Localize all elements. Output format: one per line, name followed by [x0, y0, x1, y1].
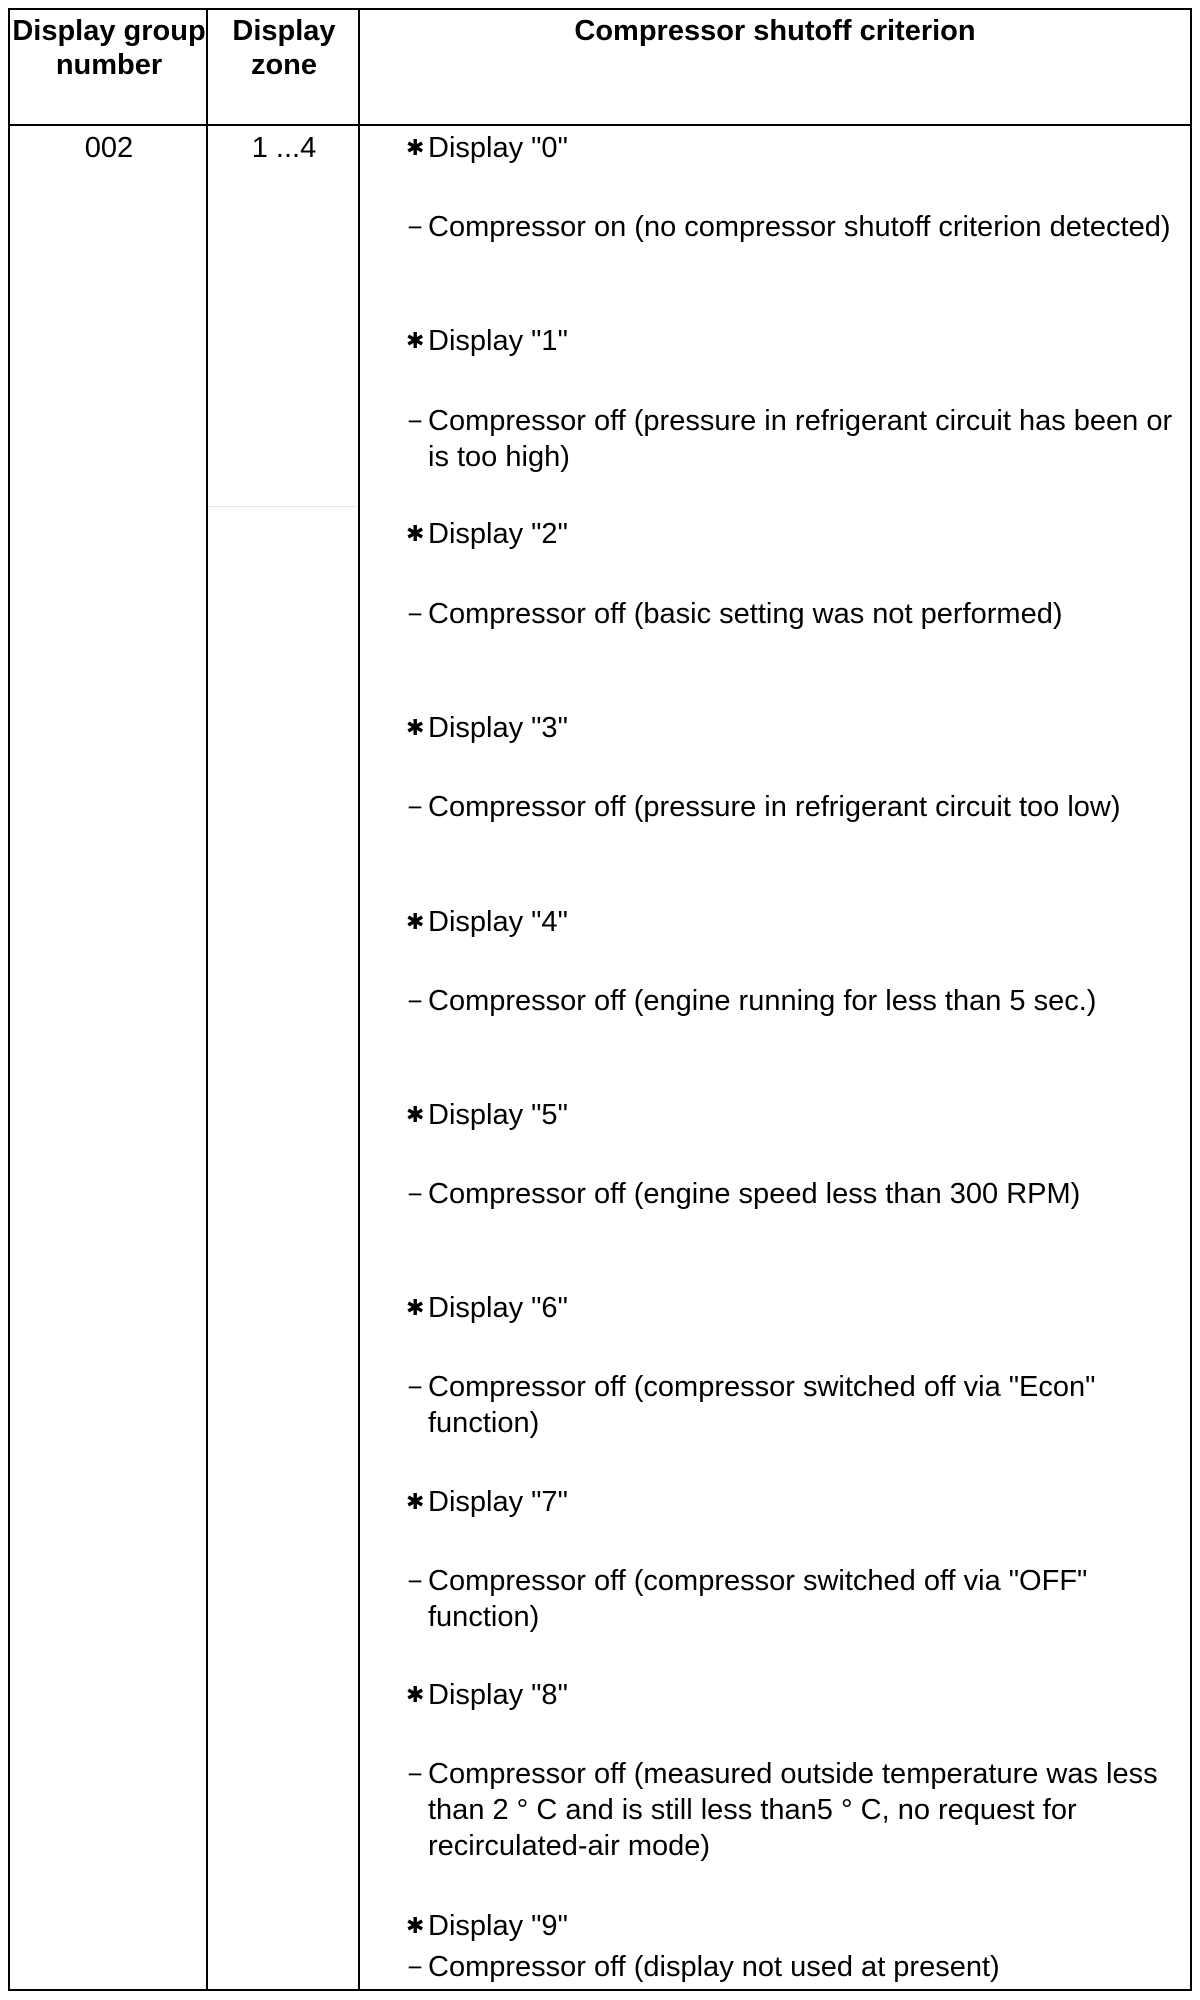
- display-value-label: Display "4": [428, 906, 568, 938]
- criterion-description-text: Compressor off (compressor switched off via "OFF" function): [428, 1565, 1088, 1633]
- dash-bullet-icon: −: [407, 1952, 423, 1982]
- criterion-description-text: Compressor off (pressure in refrigerant circuit too low): [428, 791, 1121, 823]
- display-value-label: Display "9": [428, 1910, 568, 1942]
- display-value-label: Display "5": [428, 1099, 568, 1131]
- display-value-5: [406, 1097, 1188, 1133]
- criterion-description-text: Compressor off (measured outside temperature was less than 2 ° C and is still less than5 ° C, no request for recirculated-air mode): [428, 1758, 1158, 1862]
- display-value-3: [406, 710, 1188, 746]
- header-shutoff-criterion: Compressor shutoff criterion: [574, 15, 976, 47]
- display-value-8: [406, 1677, 1188, 1713]
- dash-bullet-icon: −: [407, 406, 423, 436]
- dash-bullet-icon: −: [407, 599, 423, 629]
- column-divider-2: [358, 8, 360, 1991]
- column-divider-1: [206, 8, 208, 1991]
- asterisk-bullet-icon: ✱: [406, 1913, 425, 1938]
- asterisk-bullet-icon: ✱: [406, 1295, 425, 1320]
- dash-bullet-icon: −: [407, 212, 423, 242]
- cell-display-zone: 1 ...4: [251, 132, 317, 164]
- header-display-group-number: Display group number: [12, 15, 206, 81]
- display-value-2: [406, 516, 1188, 552]
- criterion-description-3: [407, 789, 1188, 825]
- dash-bullet-icon: −: [407, 986, 423, 1016]
- asterisk-bullet-icon: ✱: [406, 328, 425, 353]
- criterion-description-text: Compressor off (display not used at present): [428, 1951, 1000, 1983]
- asterisk-bullet-icon: ✱: [406, 1682, 425, 1707]
- display-value-label: Display "8": [428, 1679, 568, 1711]
- display-value-label: Display "0": [428, 132, 568, 164]
- display-value-label: Display "3": [428, 712, 568, 744]
- header-display-zone: Display zone: [232, 15, 336, 81]
- display-value-label: Display "2": [428, 518, 568, 550]
- display-value-4: [406, 904, 1188, 940]
- display-value-label: Display "7": [428, 1486, 568, 1518]
- criterion-description-text: Compressor off (basic setting was not performed): [428, 598, 1063, 630]
- criterion-description-7: [407, 1563, 1188, 1635]
- criterion-description-2: [407, 596, 1188, 632]
- dash-bullet-icon: −: [407, 792, 423, 822]
- criterion-description-4: [407, 983, 1188, 1019]
- criterion-description-text: Compressor off (engine running for less than 5 sec.): [428, 985, 1097, 1017]
- dash-bullet-icon: −: [407, 1372, 423, 1402]
- dash-bullet-icon: −: [407, 1759, 423, 1789]
- cell-group-number: 002: [84, 132, 134, 164]
- faint-row-separator: [208, 506, 358, 507]
- criterion-description-0: [407, 209, 1188, 245]
- criterion-description-text: Compressor off (pressure in refrigerant circuit has been or is too high): [428, 405, 1173, 473]
- asterisk-bullet-icon: ✱: [406, 715, 425, 740]
- criterion-description-6: [407, 1369, 1188, 1441]
- header-divider: [8, 124, 1192, 126]
- display-value-1: [406, 323, 1188, 359]
- asterisk-bullet-icon: ✱: [406, 1102, 425, 1127]
- display-value-6: [406, 1290, 1188, 1326]
- criterion-description-8: [407, 1756, 1188, 1864]
- asterisk-bullet-icon: ✱: [406, 521, 425, 546]
- asterisk-bullet-icon: ✱: [406, 135, 425, 160]
- criterion-description-5: [407, 1176, 1188, 1212]
- criterion-description-1: [407, 403, 1188, 475]
- dash-bullet-icon: −: [407, 1179, 423, 1209]
- asterisk-bullet-icon: ✱: [406, 909, 425, 934]
- asterisk-bullet-icon: ✱: [406, 1489, 425, 1514]
- criterion-description-text: Compressor on (no compressor shutoff criterion detected): [428, 211, 1171, 243]
- display-value-label: Display "1": [428, 325, 568, 357]
- dash-bullet-icon: −: [407, 1566, 423, 1596]
- criterion-description-9: [407, 1949, 1188, 1985]
- display-value-9: [406, 1908, 1188, 1944]
- criterion-description-text: Compressor off (compressor switched off via "Econ" function): [428, 1371, 1096, 1439]
- display-value-label: Display "6": [428, 1292, 568, 1324]
- display-value-0: [406, 130, 1188, 166]
- display-value-7: [406, 1484, 1188, 1520]
- criterion-description-text: Compressor off (engine speed less than 300 RPM): [428, 1178, 1081, 1210]
